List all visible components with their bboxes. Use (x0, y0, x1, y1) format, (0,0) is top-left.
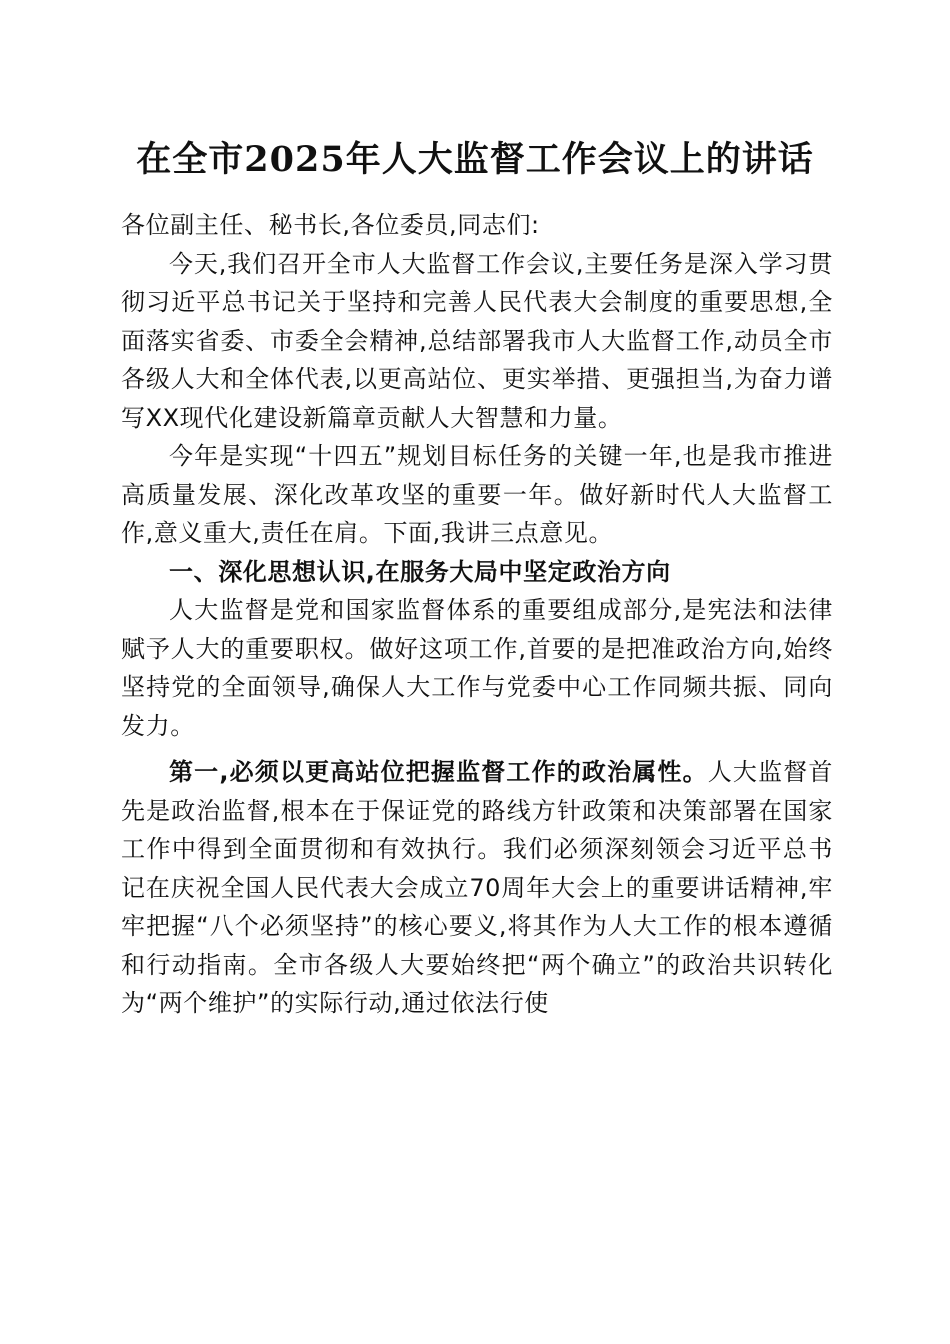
paragraph-intro: 今天,我们召开全市人大监督工作会议,主要任务是深入学习贯彻习近平总书记关于坚持和完善人民代表大会制度的重要思想,全面落实省委、市委全会精神,总结部署我市人大监督工作,动员全市各级人大和全体代表,以更高站位、更实举措、更强担当,为奋力谱写XX现代化建设新篇章贡献人大智慧和力量。 (121, 249, 833, 432)
document-body (121, 206, 833, 1023)
paragraph-point-1 (121, 753, 833, 1023)
paragraph-section-1-intro: 人大监督是党和国家监督体系的重要组成部分,是宪法和法律赋予人大的重要职权。做好这项工作,首要的是把准政治方向,始终坚持党的全面领导,确保人大工作与党委中心工作同频共振、同向发力。 (121, 596, 833, 740)
section-heading-1: 一、深化思想认识,在服务大局中坚定政治方向 (169, 557, 671, 586)
document-title: 在全市2025年人大监督工作会议上的讲话 (136, 139, 814, 180)
point-1-body: 人大监督首先是政治监督,根本在于保证党的路线方针政策和决策部署在国家工作中得到全面贯彻和有效执行。我们必须深刻领会习近平总书记在庆祝全国人民代表大会成立70周年大会上的重要讲话精神,牢牢把握“八个必须坚持”的核心要义,将其作为人大工作的根本遵循和行动指南。全市各级人大要始终把“两个确立”的政治共识转化为“两个维护”的实际行动,通过依法行使 (121, 758, 833, 1017)
point-1-lead: 第一,必须以更高站位把握监督工作的政治属性。 (169, 758, 708, 786)
salutation: 各位副主任、秘书长,各位委员,同志们: (121, 211, 540, 239)
paragraph-context: 今年是实现“十四五”规划目标任务的关键一年,也是我市推进高质量发展、深化改革攻坚的重要一年。做好新时代人大监督工作,意义重大,责任在肩。下面,我讲三点意见。 (121, 442, 833, 547)
